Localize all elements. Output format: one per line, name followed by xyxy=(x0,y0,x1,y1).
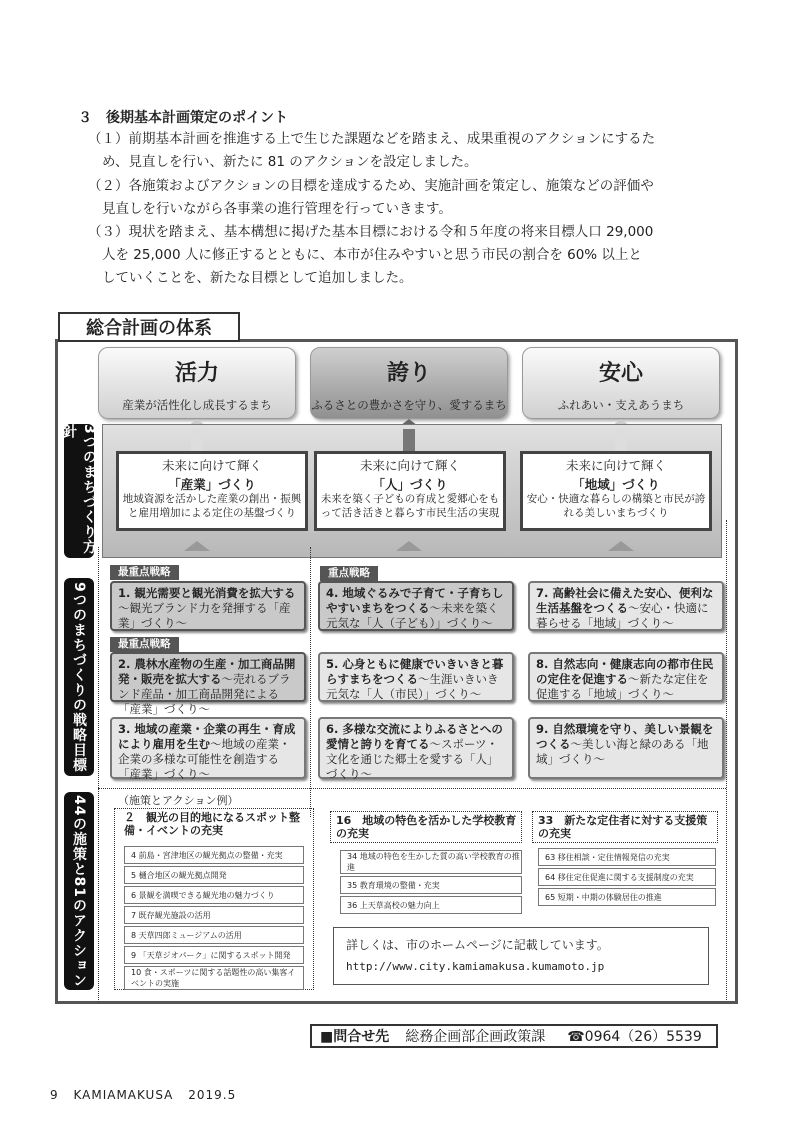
point-3 xyxy=(88,221,728,290)
policy-people xyxy=(314,451,506,531)
action-item: 35 教育環境の整備・充実 xyxy=(340,876,522,894)
dotted-connector xyxy=(98,547,106,1002)
action-item: 64 移住定住促進に関する支援制度の充実 xyxy=(538,868,716,886)
website-link[interactable]: http://www.city.kamiamakusa.kumamoto.jp xyxy=(346,960,605,973)
goal-sub: 産業が活性化し成長するまち xyxy=(122,398,272,412)
action-item: 63 移住相談・定住情報発信の充実 xyxy=(538,848,716,866)
policy-head: 「産業」づくり xyxy=(168,477,256,492)
arrow-stem xyxy=(403,429,415,451)
strategy-desc: ～観光ブランド力を発揮する「産業」づくり～ xyxy=(118,601,291,630)
goal-sub: ふれあい・支えあうまち xyxy=(557,398,685,412)
strategy-desc: ～売れるブランド産品・加工商品開発による「産業」づくり～ xyxy=(118,672,291,716)
goal-word: 誇り xyxy=(386,361,431,386)
strategy-desc: ～地域の産業・企業の多様な可能性を創造する「産業」づくり～ xyxy=(118,737,291,781)
policy-desc: 地域資源を活かした産業の創出・振興と雇用増加による定住の基盤づくり xyxy=(122,493,302,519)
label-strategies: 9つのまちづくりの戦略目標 xyxy=(64,578,94,776)
strategy-desc: ～スポーツ・文化を通じた郷土を愛する「人」づくり～ xyxy=(326,737,499,781)
action-item: 10 食・スポーツに関する話題性の高い集客イベントの実施 xyxy=(124,966,304,990)
contact-phone: ☎0964（26）5539 xyxy=(567,1029,702,1045)
publication-name: KAMIAMAKUSA xyxy=(73,1088,174,1102)
point-2-line2: 見直しを行いながら各事業の進行管理を行っていきます。 xyxy=(102,201,452,217)
point-1-line1: （１）前期基本計画を推進する上で生じた課題などを踏まえ、成果重視のアクションにするた xyxy=(88,131,656,147)
up-arrow-icon xyxy=(396,541,422,551)
policy-head: 「人」づくり xyxy=(372,477,448,492)
policy-industry xyxy=(116,451,308,531)
strategy-title: 4. 地域ぐるみで子育て・子育ちしやすいまちをつくる xyxy=(326,586,504,615)
action-item: 36 上天草高校の魅力向上 xyxy=(340,896,522,914)
point-3-line3: していくことを、新たな目標として追加しました。 xyxy=(102,270,413,286)
goal-safety xyxy=(522,347,720,419)
diagram-title: 総合計画の体系 xyxy=(58,312,240,342)
strategy-desc: ～新たな定住を促進する「地域」づくり～ xyxy=(536,672,709,701)
up-arrow-icon xyxy=(184,541,210,551)
goal-vitality xyxy=(98,347,296,419)
goal-word: 活力 xyxy=(174,361,219,386)
strategy-desc: ～美しい海と緑のある「地域」づくり～ xyxy=(536,737,709,766)
section-heading: ３ 後期基本計画策定のポイント xyxy=(78,110,288,126)
strategy-title: 8. 自然志向・健康志向の都市住民の定住を促進する xyxy=(536,657,714,686)
strategy-1 xyxy=(110,581,306,631)
strategy-9 xyxy=(528,717,724,779)
label-policies: 3つのまちづくり方針 xyxy=(64,424,94,558)
strategy-title: 9. 自然環境を守り、美しい景観をつくる xyxy=(536,722,714,751)
goal-pride xyxy=(310,347,508,419)
action-group-head: 16 地域の特色を活かした学校教育の充実 xyxy=(336,814,517,840)
strategy-title: 1. 観光需要と観光消費を拡大する xyxy=(118,586,296,600)
page-number: 9 xyxy=(50,1088,59,1102)
dotted-connector xyxy=(310,547,311,817)
contact-department: 総務企画部企画政策課 xyxy=(405,1029,546,1045)
action-item: 7 既存観光施設の活用 xyxy=(124,906,304,924)
point-2-line1: （２）各施策およびアクションの目標を達成するため、実施計画を策定し、施策などの評価や xyxy=(88,178,654,194)
strategy-title: 7. 高齢社会に備えた安心、便利な生活基盤をつくる xyxy=(536,586,714,615)
point-2 xyxy=(88,175,728,221)
strategy-3 xyxy=(110,717,306,779)
strategy-6 xyxy=(318,717,514,779)
strategy-title: 5. 心身ともに健康でいきいきと暮らすまちをつくる xyxy=(326,657,504,686)
action-group-head: ２ 観光の目的地になるスポット整備・イベントの充実 xyxy=(124,811,300,837)
point-3-line1: （３）現状を踏まえ、基本構想に掲げた基本目標における令和５年度の将来目標人口 29,000 xyxy=(88,224,654,240)
strategy-desc: ～生涯いきいき元気な「人（市民）」づくり～ xyxy=(326,672,499,701)
policy-desc: 安心・快適な暮らしの構築と市民が誇れる美しいまちづくり xyxy=(526,493,706,519)
policy-region xyxy=(520,451,712,531)
point-1-line2: め、見直しを行い、新たに 81 のアクションを設定しました。 xyxy=(102,154,478,170)
action-item: 4 前島・宮津地区の観光拠点の整備・充実 xyxy=(124,846,304,864)
dotted-connector xyxy=(98,788,726,789)
up-arrow-icon xyxy=(608,541,634,551)
arrow-stem xyxy=(191,429,203,451)
actions-caption: （施策とアクション例） xyxy=(118,794,239,807)
policy-lead: 未来に向けて輝く xyxy=(161,458,262,473)
action-item: 9 「天草ジオパーク」に関するスポット開発 xyxy=(124,946,304,964)
strategy-7 xyxy=(528,581,724,631)
tag-priority: 重点戦略 xyxy=(320,566,378,581)
action-item: 8 天草四郎ミュージアムの活用 xyxy=(124,926,304,944)
contact-label: ■問合せ先 xyxy=(320,1029,390,1045)
point-1 xyxy=(88,128,728,174)
policy-lead: 未来に向けて輝く xyxy=(565,458,666,473)
strategy-5 xyxy=(318,652,514,702)
info-text: 詳しくは、市のホームページに記載しています。 xyxy=(346,938,609,952)
action-item: 6 景観を満喫できる観光地の魅力づくり xyxy=(124,886,304,904)
action-item: 5 樋合地区の観光拠点開発 xyxy=(124,866,304,884)
tag-top-priority: 最重点戦略 xyxy=(110,637,179,652)
strategy-title: 2. 農林水産物の生産・加工商品開発・販売を拡大する xyxy=(118,657,296,686)
contact-box xyxy=(310,1024,718,1048)
strategy-title: 3. 地域の産業・企業の再生・育成により雇用を生む xyxy=(118,722,296,751)
tag-top-priority: 最重点戦略 xyxy=(110,565,179,580)
strategy-desc: ～未来を築く元気な「人（子ども）」づくり～ xyxy=(326,601,499,630)
strategy-2 xyxy=(110,652,306,716)
dotted-connector xyxy=(726,520,727,1000)
publication-date: 2019.5 xyxy=(188,1088,237,1102)
strategy-8 xyxy=(528,652,724,702)
point-3-line2: 人を 25,000 人に修正するとともに、本市が住みやすいと思う市民の割合を 60% 以上と xyxy=(102,247,642,263)
page-footer xyxy=(50,1088,236,1102)
label-actions: 44の施策と81のアクション xyxy=(64,792,94,990)
strategy-desc: ～安心・快適に暮らせる「地域」づくり～ xyxy=(536,601,709,630)
policy-desc: 未来を築く子どもの育成と愛郷心をもって活き活きと暮らす市民生活の実現 xyxy=(320,493,500,519)
goal-word: 安心 xyxy=(598,361,643,386)
action-group-head: 33 新たな定住者に対する支援策の充実 xyxy=(538,814,708,840)
action-item: 65 短期・中期の体験居住の推進 xyxy=(538,888,716,906)
policy-head: 「地域」づくり xyxy=(572,477,660,492)
policy-lead: 未来に向けて輝く xyxy=(359,458,460,473)
arrow-stem xyxy=(615,429,627,451)
strategy-4 xyxy=(318,581,514,631)
info-box xyxy=(333,927,709,985)
strategy-title: 6. 多様な交流によりふるさとへの愛情と誇りを育てる xyxy=(326,722,503,751)
goal-sub: ふるさとの豊かさを守り、愛するまち xyxy=(311,398,507,412)
action-item: 34 地域の特色を生かした質の高い学校教育の推進 xyxy=(340,850,522,874)
